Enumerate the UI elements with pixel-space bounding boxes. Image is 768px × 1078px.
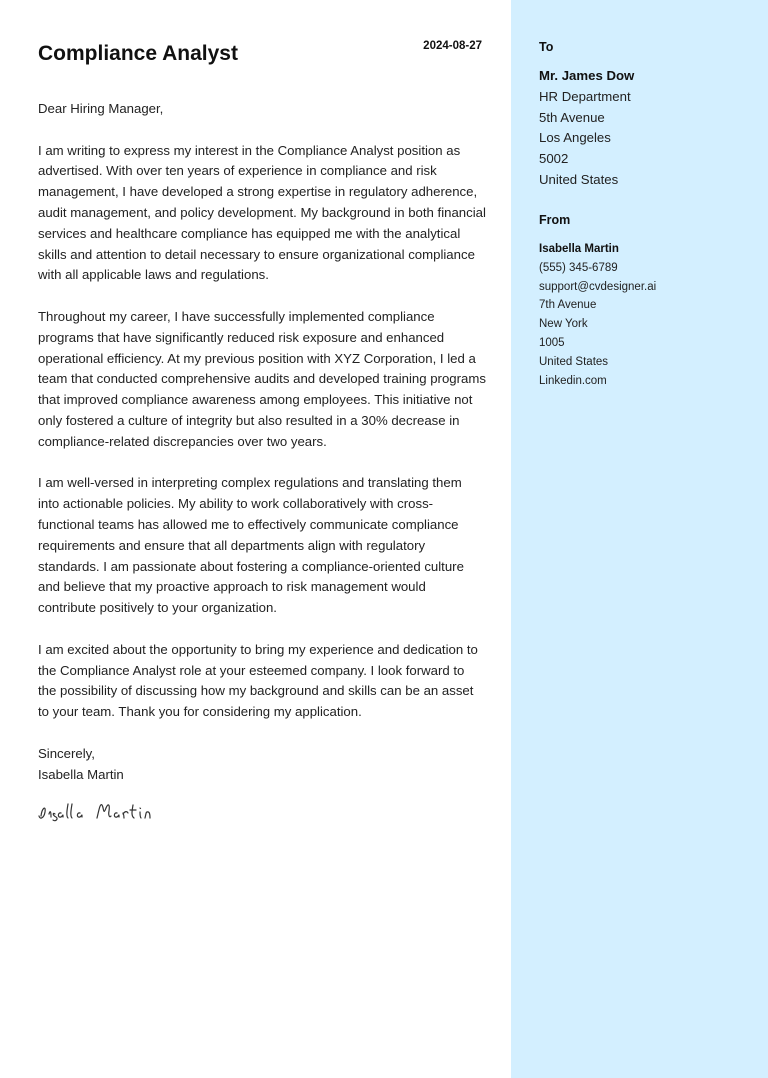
to-label: To — [539, 40, 554, 54]
sender-phone: (555) 345-6789 — [539, 261, 618, 274]
page-title: Compliance Analyst — [38, 42, 238, 65]
recipient-block — [539, 66, 759, 191]
sender-city: New York — [539, 318, 588, 331]
recipient-country: United States — [539, 171, 619, 187]
recipient-department: HR Department — [539, 88, 631, 104]
signature-stroke — [39, 804, 150, 821]
recipient-name: Mr. James Dow — [539, 68, 635, 83]
from-label: From — [539, 213, 571, 227]
recipient-city: Los Angeles — [539, 130, 611, 146]
sender-block — [539, 240, 759, 390]
signature — [37, 796, 237, 826]
paragraph-closing: I am excited about the opportunity to bring my experience and dedication to the Compliance Analyst role at your esteemed company. I look forward to the possibility of discussing how my background and skills can be an asset to your team. Thank you for considering my application. — [38, 641, 478, 720]
paragraph-career: Throughout my career, I have successfully implemented compliance programs that have significantly reduced risk exposure and enhanced operational efficiency. At my previous position with XYZ Corporation, I led a team that conducted comprehensive audits and developed training programs that improved compliance awareness among employees. This initiative not only fostered a culture of integrity but also resulted in a 30% decrease in compliance-related discrepancies over two years. — [38, 308, 486, 449]
paragraph-skills: I am well-versed in interpreting complex regulations and translating them into actionable policies. My ability to work collaboratively with cross-functional teams has allowed me to effectively communicate compliance requirements and ensure that all departments align with regulatory standards. I am passionate about fostering a compliance-oriented culture and believe that my proactive approach to risk management would contribute positively to your organization. — [38, 475, 464, 616]
recipient-zip: 5002 — [539, 151, 569, 167]
closing-name: Isabella Martin — [38, 766, 124, 782]
sender-street: 7th Avenue — [539, 299, 597, 312]
sender-email: support@cvdesigner.ai — [539, 280, 657, 293]
sender-name: Isabella Martin — [539, 243, 619, 255]
closing: Sincerely, — [38, 745, 95, 761]
sender-country: United States — [539, 355, 609, 368]
recipient-street: 5th Avenue — [539, 109, 605, 125]
sender-zip: 1005 — [539, 336, 565, 349]
paragraph-intro: I am writing to express my interest in the Compliance Analyst position as advertised. With over ten years of experience in compliance and risk management, I have developed a strong expertise in regulatory adherence, audit management, and policy development. My background in both financial services and healthcare compliance has equipped me with the analytical skills and attention to detail necessary to ensure organizational compliance with all applicable laws and regulations. — [38, 142, 486, 283]
letter-body — [38, 99, 486, 785]
letter-date: 2024-08-27 — [423, 40, 482, 52]
sender-website: Linkedin.com — [539, 374, 607, 387]
salutation: Dear Hiring Manager, — [38, 101, 164, 116]
